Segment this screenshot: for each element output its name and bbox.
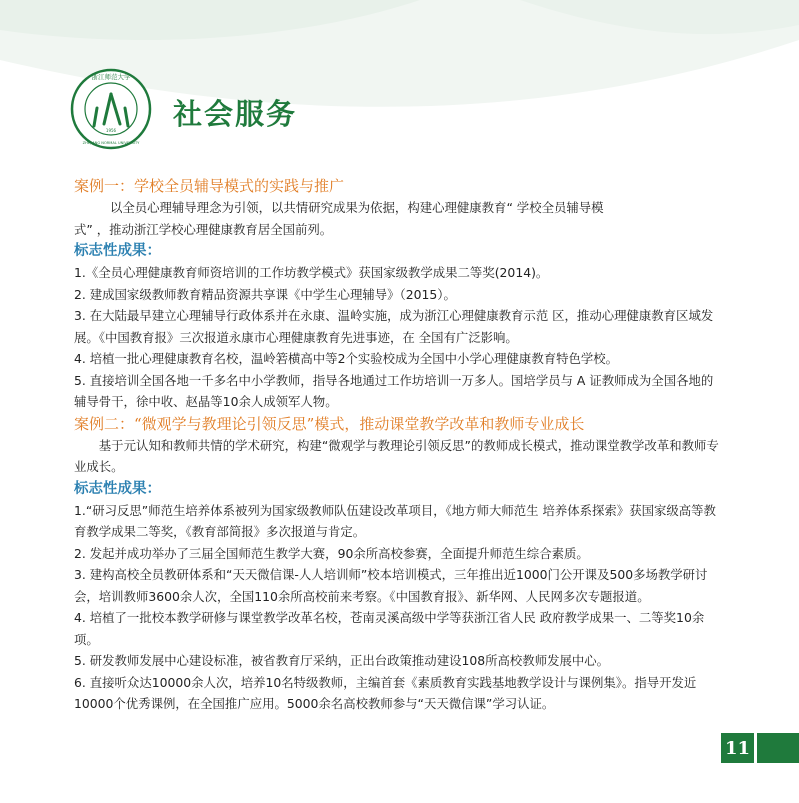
case2-title: 案例二：“微观学与教理论引领反思”模式，推动课堂教学改革和教师专业成长 [74,414,585,433]
case2-item: 1.“研习反思”师范生培养体系被列为国家级教师队伍建设改革项目，《地方师大师范生 培养体系探索》获国家级高等教育教学成果二等奖，《教育部简报》多次报道与肯定。 [74,502,716,539]
case2-item: 5. 研发教师发展中心建设标准，被省教育厅采纳，正出台政策推动建设108所高校教师发展中心。 [74,653,610,668]
case1-item: 2. 建成国家级教师教育精品资源共享课《中学生心理辅导》（2015）。 [74,286,456,302]
case2-item: 2. 发起并成功举办了三届全国师范生教学大赛，90余所高校参赛，全面提升师范生综合素质。 [74,545,589,561]
case1-achievements-label: 标志性成果： [74,242,161,259]
logo-text-bottom: ZHEJIANG NORMAL UNIVERSITY [82,141,140,145]
case1-item: 5. 直接培训全国各地一千多名中小学教师，指导各地通过工作坊培训一万多人。国培学员与 A 证教师成为全国各地的辅导骨干，徐中收、赵晶等10余人成领军人物。 [74,372,714,409]
logo-text-top: 浙江师范大学 [91,73,131,81]
case2-item: 4. 培植了一批校本教学研修与课堂教学改革名校，苍南灵溪高级中学等获浙江省人民 政府教学成果一、二等奖10余项。 [74,610,705,647]
page-number: 11 [721,733,754,763]
case1-item: 1.《全员心理健康教育师资培训的工作坊教学模式》获国家级教学成果二等奖(2014)。 [74,265,549,280]
case2-achievements-label: 标志性成果： [74,479,161,497]
case1-item: 4. 培植一批心理健康教育名校，温岭箬横高中等2个实验校成为全国中小学心理健康教育特色学校。 [74,351,619,366]
case2-item: 6. 直接听众达10000余人次，培养10名特级教师，主编首套《素质教育实践基地教学设计与课例集》。指导开发近10000个优秀课例，在全国推广应用。5000余名高校教师参与“天天微信课”学习认证。 [74,674,697,711]
page-number-bar [757,733,799,763]
case2-intro: 基于元认知和教师共情的学术研究，构建“微观学与教理论引领反思”的教师成长模式，推动课堂教学改革和教师专业成长。 [74,437,719,474]
case1-item: 3. 在大陆最早建立心理辅导行政体系并在永康、温岭实施，成为浙江心理健康教育示范 区，推动心理健康教育区域发展。《中国教育报》三次报道永康市心理健康教育先进事迹，在 全国有广泛影响。 [74,308,714,345]
university-logo [70,68,152,150]
page-title: 社会服务 [173,97,298,131]
main-content [74,175,724,715]
case1-intro-line2: 式” ，推动浙江学校心理健康教育居全国前列。 [74,221,333,237]
case1-title: 案例一：学校全员辅导模式的实践与推广 [74,177,345,195]
logo-year: 1956 [105,128,117,133]
case2-item: 3. 建构高校全员教研体系和“天天微信课-人人培训师”校本培训模式，三年推出近1000门公开课及500多场教学研讨会，培训教师3600余人次，全国110余所高校前来考察。《中国教育报》、新华网、人民网多次专题报道。 [74,567,708,604]
case1-intro-line1: 以全员心理辅导理念为引领，以共情研究成果为依据，构建心理健康教育“ 学校全员辅导模 [109,200,604,215]
